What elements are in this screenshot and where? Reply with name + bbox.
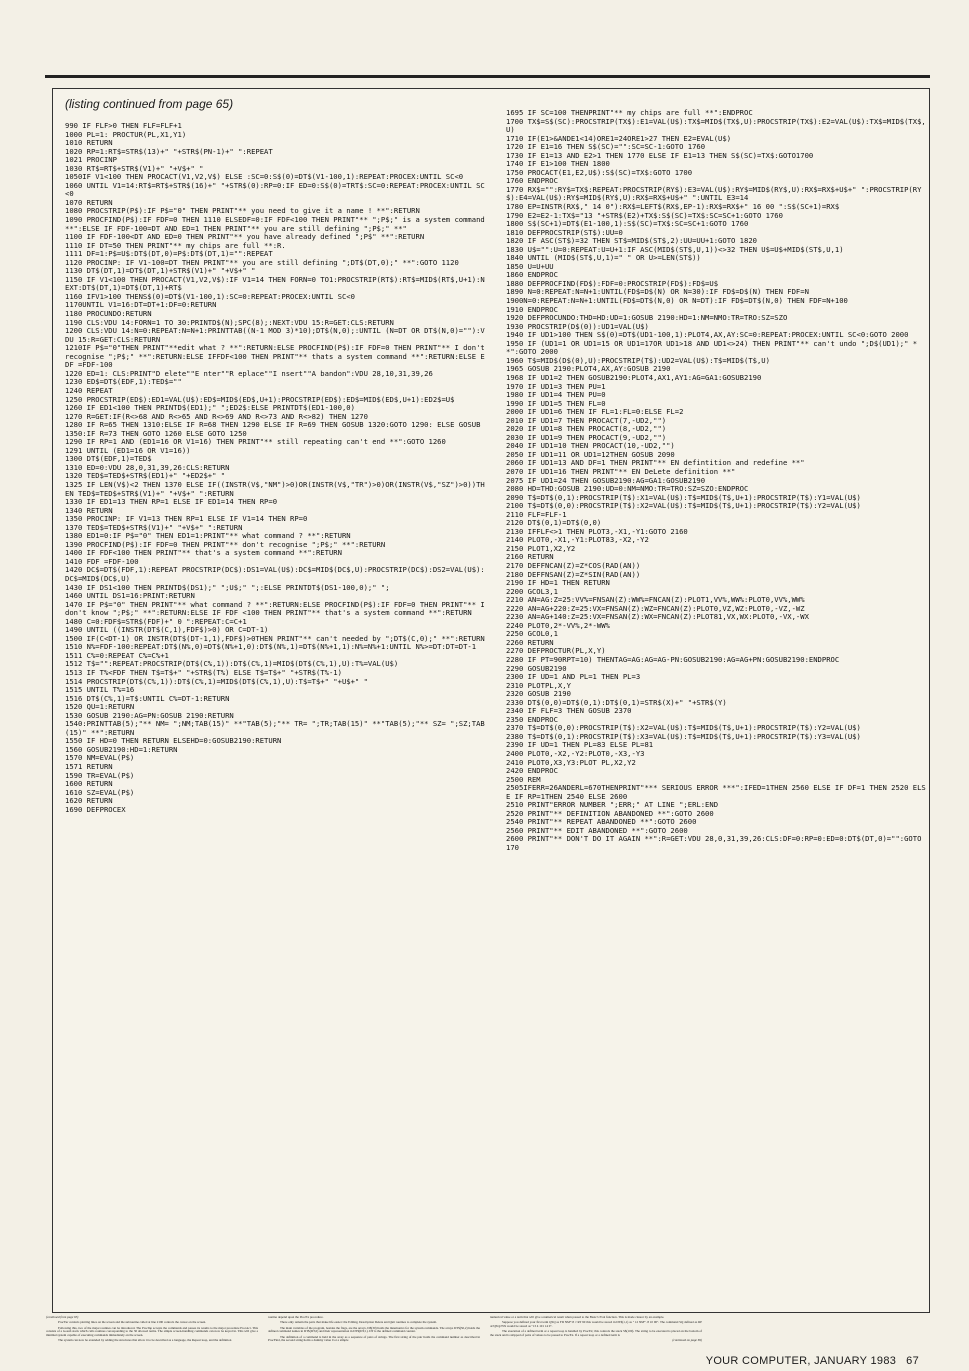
code-line: 2010 IF UD1=7 THEN PROCACT(7,-UD2,"") xyxy=(506,415,667,425)
code-line: 2070 IF UD1=16 THEN PRINT"** EN DeLete definition **" xyxy=(506,466,736,476)
code-line: 2350 ENDPROC xyxy=(506,714,558,724)
code-line: 2600 PRINT"** DON'T DO IT AGAIN **":R=GET:VDU 28,0,31,39,26:CLS:DF=0:RP=0:ED=0:DT$(DT,0)="":GOTO 170 xyxy=(506,834,926,853)
code-line: 2200 GCOL3,1 xyxy=(506,586,558,596)
code-line: 1130 DT$(DT,1)=DT$(DT,1)+STR$(V1)+" "+V$+" " xyxy=(65,266,256,276)
article-paragraph: Suppose you defined your first term QSQ as FD NM*.8 // RT 90 this would be stored in DT$(1,1) as " 12 NM* .8 10 90". The command SQ defined as RP 4//QSQ//NX would be stored as "13 4 101 14 0". xyxy=(490,1320,702,1328)
article-column-1 xyxy=(46,1316,258,1344)
code-line: 1210IF P$="0"THEN PRINT"**edit what ? **":RETURN:ELSE PROCFIND(P$):IF FDF=0 THEN PRINT"** I don't recognise ";P$;" **":RETURN:ELSE IFFDF<100 THEN PRINT"** thats a system command **":RETURN:ELSE EDF =FDF-100 xyxy=(65,343,490,370)
code-line: 1513 IF T%<FDF THEN T$=T$+" "+STR$(T%) ELSE T$=T$+" "+STR$(T%-1) xyxy=(65,668,342,677)
code-line: 1111 DF=1:P$=U$:DT$(DT,0)=P$:DT$(DT,1)="":REPEAT xyxy=(65,249,273,259)
code-line: 1790 E2=E2-1:TX$="13 "+STR$(E2)+TX$:S$(SC)=TX$:SC=SC+1:GOTO 1760 xyxy=(506,210,783,220)
code-line: 1930 PROCSTRIP(D$(0)):UD1=VAL(U$) xyxy=(506,321,649,331)
code-line: 1180 PROCUNDO:RETURN xyxy=(65,309,152,319)
code-line: 1500 IF(C<DT-1) OR INSTR(DT$(DT-1,1),FDF$)>0THEN PRINT"** can't needed by ";DT$(C,0);" **":RETURN xyxy=(65,633,485,643)
code-line: 2170 DEFFNCAN(Z)=Z*COS(RAD(AN)) xyxy=(506,560,641,570)
code-line: 1170UNTIL V1=16:DT=DT+1:DF=0:RETURN xyxy=(65,300,217,310)
code-line: 1830 U$="":U=0:REPEAT:U=U+1:IF ASC(MID$(ST$,U,1))<>32 THEN U$=U$+MID$(ST$,U,1) xyxy=(506,244,844,254)
code-line: 1470 IF P$="0" THEN PRINT"** what command ? **":RETURN:ELSE PROCFIND(P$):IF FDF=0 THEN PRINT"** I don't know ";P$;" **":RETURN:ELSE IF FDF <100 THEN PRINT"** that's a system command **":RETURN xyxy=(65,599,490,618)
code-line: 1560 GOSUB2190:HD=1:RETURN xyxy=(65,744,178,754)
code-line: 2540 PRINT"** REPEAT ABANDONED **":GOTO 2600 xyxy=(506,817,697,827)
code-line: 1030 RT$=RT$+STR$(V1)+" "+V$+" " xyxy=(65,163,204,173)
code-line: 1900N=0:REPEAT:N=N+1:UNTIL(FD$=DT$(N,0) OR N=DT):IF FD$=DT$(N,0) THEN FDF=N+100 xyxy=(506,296,848,306)
code-line: 1390 PROCFIND(P$):IF FDF=0 THEN PRINT"** don't recognise ";P$;" **":RETURN xyxy=(65,539,386,549)
code-line: 1620 RETURN xyxy=(65,796,113,806)
article-column-3 xyxy=(490,1316,702,1344)
program-listing xyxy=(52,88,930,1313)
code-line: 1920 DEFPROCUNDO:THD=HD:UD=1:GOSUB 2190:HD=1:NM=NMO:TR=TRO:SZ=SZO xyxy=(506,313,788,323)
code-line: 2500 REM xyxy=(506,774,541,784)
code-line: 2120 DT$(0,1)=DT$(0,0) xyxy=(506,518,602,528)
code-line: 1965 GOSUB 2190:PLOT4,AX,AY:GOSUB 2190 xyxy=(506,364,671,374)
code-line: 1890 N=0:REPEAT:N=N+1:UNTIL(FD$=D$(N) OR N=30):IF FD$=D$(N) THEN FDF=N xyxy=(506,287,809,297)
article-paragraph: The system can now be extended by adding the structures that allow it to be described as a language, the Repeat loop, and the definition xyxy=(58,1338,232,1343)
code-line: 1340 RETURN xyxy=(65,505,113,515)
code-line: 2020 IF UD1=8 THEN PROCACT(8,-UD2,"") xyxy=(506,424,667,434)
code-line: 1000 PL=1: PROCTUR(PL,X1,Y1) xyxy=(65,129,187,139)
article-paragraph: ProcTur controls plotting lines on the screen and the subroutine called at line 2190 controls the cursor on the screen. xyxy=(58,1320,207,1325)
code-line: 2220 AN=AG+220:Z=25:VX=FNSAN(Z):WZ=FNCAN(Z):PLOT0,VZ,WZ:PLOT0,-VZ,-WZ xyxy=(506,603,805,613)
code-line: 1512 T$="":REPEAT:PROCSTRIP(DT$(C%,1)):DT$(C%,1)=MID$(DT$(C%,1),U):T%=VAL(U$) xyxy=(65,659,399,669)
code-line: 1370 TED$=TED$+STR$(V1)+" "+V$+" ":RETURN xyxy=(65,522,243,532)
code-line: 1070 RETURN xyxy=(65,197,113,207)
code-line: 1570 NM=EVAL(P$) xyxy=(65,753,135,763)
code-line: 1780 EP=INSTR(RX$," 14 0"):RX$=LEFT$(RX$,EP-1):RX$=RX$+" 16 00 ":S$(SC+1)=RX$ xyxy=(506,202,840,212)
code-line: 2075 IF UD1=24 THEN GOSUB2190:AG=GA1:GOSUB2190 xyxy=(506,475,706,485)
code-line: 1110 IF DT=50 THEN PRINT"** my chips are full **:R. xyxy=(65,240,286,250)
code-line: 2390 IF UD=1 THEN PL=83 ELSE PL=81 xyxy=(506,740,654,750)
code-line: 1530 GOSUB 2190:AG=PN:GOSUB 2190:RETURN xyxy=(65,710,234,720)
article-paragraph: Following this, two of the major routines can be introduced. The ProcInp accepts the commands and passes its results to the major procedure ProcAct. This consists of a Gosub stack which calls routines corresponding to the 30 allowed terms. The simple screen-handling commands can now be keyed in. This will give a minimal system capable of executing commands immediately on the screen. xyxy=(46,1325,258,1337)
code-line: 1330 IF ED1=13 THEN RP=1 ELSE IF ED1=14 THEN RP=0 xyxy=(65,497,278,507)
code-line: 1600 RETURN xyxy=(65,779,113,789)
code-line: 1490 UNTIL ((INSTR(DT$(C,1),FDF$)>0) OR C=DT-1) xyxy=(65,625,269,635)
code-line: 1516 DT$(C%,1)=T$:UNTIL C%=DT-1:RETURN xyxy=(65,693,230,703)
code-line: 1820 IF ASC(ST$)=32 THEN ST$=MID$(ST$,2):UU=UU+1:GOTO 1820 xyxy=(506,236,757,246)
code-line: 1590 TR=EVAL(P$) xyxy=(65,770,135,780)
code-line: 1740 IF E1>100 THEN 1800 xyxy=(506,159,610,169)
code-line: 1270 R=GET:IF(R<>68 AND R<>65 AND R<>69 AND R<>73 AND R<>82) THEN 1270 xyxy=(65,411,368,421)
code-line: 1770 RX$="":RY$=TX$:REPEAT:PROCSTRIP(RY$):E3=VAL(U$):RY$=MID$(RY$,U):RX$=RX$+U$+" ":PROCSTRIP(RY$):E4=VAL(U$):RY$=MID$(RY$,U):RX$=RX$+U$+" ":UNTIL E3=14 xyxy=(506,184,922,203)
code-line: 1090 PROCFIND(P$):IF FDF=0 THEN 1110 ELSEDF=0:IF FDF<100 THEN PRINT"** ";P$;" is a system command **":ELSE IF FDF-100=DT AND ED=1 THEN PRINT"** you are still defining ";P$;" **" xyxy=(65,215,490,233)
code-line: 1950 IF (UD1=1 OR UD1=15 OR UD1=17OR UD1>18 AND UD1<>24) THEN PRINT"** can't undo ";D$(UD1);" **":GOTO 2000 xyxy=(506,338,918,357)
article-paragraph: The main variables of the program, besides the flags, are the arrays. D$(30) holds the mnemonics for the system commands. The arrays DT$(50,2) holds the defined command names in DT$(DT,0) and their representation in DT$(DT,1). DT is the defined command counter. xyxy=(268,1325,480,1334)
code-line: 1850 U=U+UU xyxy=(506,261,554,271)
code-line: 1240 REPEAT xyxy=(65,385,113,395)
code-line: 1695 IF SC=100 THENPRINT"** my chips are full **":ENDPROC xyxy=(506,108,753,117)
code-line: 1690 DEFPROCEX xyxy=(65,804,126,814)
article-paragraph: routine depend upon the ProcEx procedure. xyxy=(268,1315,324,1319)
code-line: 1571 RETURN xyxy=(65,762,113,772)
code-line: 1968 IF UD1=2 THEN GOSUB2190:PLOT4,AX1,AY1:AG=GA1:GOSUB2190 xyxy=(506,372,762,382)
code-line: 1400 IF FDF<100 THEN PRINT"** that's a system command **":RETURN xyxy=(65,548,342,558)
code-line: 1510 N%=FDF-100:REPEAT:DT$(N%,0)=DT$(N%+1,0):DT$(N%,1)=DT$(N%+1,1):N%=N%+1:UNTIL N%>=DT:DT=DT-1 xyxy=(65,642,477,652)
code-line: 1540:PRINTTAB(5);"** NM= ";NM;TAB(15)" **"TAB(5);"** TR= ";TR;TAB(15)" **"TAB(5);"** SZ= ";SZ;TAB(15)" **":RETURN xyxy=(65,719,485,737)
code-line: 1230 ED$=DT$(EDF,1):TED$="" xyxy=(65,377,182,387)
code-line: 1460 UNTIL DS1=16:PRINT:RETURN xyxy=(65,591,195,601)
code-line: 2090 T$=DT$(0,1):PROCSTRIP(T$):X1=VAL(U$):T$=MID$(T$,U+1):PROCSTRIP(T$):Y1=VAL(U$) xyxy=(506,492,861,502)
code-line: 2410 PLOT0,X3,Y3:PLOT PL,X2,Y2 xyxy=(506,757,636,767)
code-line: 1700 TX$=S$(SC):PROCSTRIP(TX$):E1=VAL(U$):TX$=MID$(TX$,U):PROCSTRIP(TX$):E2=VAL(U$):TX$=MID$(TX$,U) xyxy=(506,116,926,135)
code-line: 2030 IF UD1=9 THEN PROCACT(9,-UD2,"") xyxy=(506,432,667,442)
code-line: 2300 IF UD=1 AND PL=1 THEN PL=3 xyxy=(506,672,641,682)
code-line: 1710 IF(E1>&ANDE1<14)ORE1=24ORE1>27 THEN E2=EVAL(U$) xyxy=(506,133,732,143)
code-line: 990 IF FLF>0 THEN FLF=FLF+1 xyxy=(65,121,182,130)
code-line: 1260 IF ED1<100 THEN PRINTD$(ED1);" ";ED2$:ELSE PRINTDT$(ED1-100,0) xyxy=(65,403,355,413)
code-line: 1520 QU=1:RETURN xyxy=(65,702,135,712)
code-line: 2510 PRINT"ERROR NUMBER ";ERR;" AT LINE ";ERL:END xyxy=(506,800,719,810)
code-line: 2290 GOSUB2190 xyxy=(506,663,567,673)
code-line: 1514 PROCSTRIP(DT$(C%,1)):DT$(C%,1)=MID$(DT$(C%,1),U):T$=T$+" "+U$+" " xyxy=(65,676,368,686)
code-line: 1720 IF E1=16 THEN S$(SC)="":SC=SC-1:GOTO 1760 xyxy=(506,142,706,152)
code-line: 1970 IF UD1=3 THEN PU=1 xyxy=(506,381,606,391)
code-line: 1120 PROCINP: IF V1-100=DT THEN PRINT"** you are still defining ";DT$(DT,0);" **":GOTO 1120 xyxy=(65,257,459,267)
publication-name: YOUR COMPUTER, JANUARY 1983 xyxy=(705,1355,897,1367)
code-line: 2050 IF UD1=11 OR UD1=12THEN GOSUB 2090 xyxy=(506,449,675,459)
code-line: 1190 CLS:VDU 14:FORN=1 TO 30:PRINTD$(N);SPC(8);:NEXT:VDU 15:R=GET:CLS:RETURN xyxy=(65,317,394,327)
code-line: 1910 ENDPROC xyxy=(506,304,558,314)
code-line: 2505IFERR=26ANDERL=670THENPRINT"*** SERIOUS ERROR ***":IFED=1THEN 2560 ELSE IF DF=1 THEN 2520 ELSE IF RP=1THEN 2540 ELSE 2600 xyxy=(506,783,926,801)
code-line: 1860 ENDPROC xyxy=(506,270,558,280)
code-line: 2370 T$=DT$(0,0):PROCSTRIP(T$):X2=VAL(U$):T$=MID$(T$,U+1):PROCSTRIP(T$):Y2=VAL(U$) xyxy=(506,723,861,733)
code-line: 1050IF V1<100 THEN PROCACT(V1,V2,V$) ELSE :SC=0:S$(0)=DT$(V1-100,1):REPEAT:PROCEX:UNTIL SC<0 xyxy=(65,172,464,182)
code-line: 1810 DEFPROCSTRIP(ST$):UU=0 xyxy=(506,227,623,237)
continued-from-note: (continued from page 65) xyxy=(46,1315,79,1319)
code-line: 2000 IF UD1=6 THEN IF FL=1:FL=0:ELSE FL=2 xyxy=(506,407,684,417)
code-line: 2310 PLOTPL,X,Y xyxy=(506,680,571,690)
code-line: 2180 DEFFNSAN(Z)=Z*SIN(RAD(AN)) xyxy=(506,569,641,579)
code-line: 1100 IF FDF-100<DT AND ED=0 THEN PRINT"** you have already defined ";P$" **":RETURN xyxy=(65,232,425,242)
code-line: 2190 IF HD=1 THEN RETURN xyxy=(506,578,610,588)
code-line: 2100 T$=DT$(0,0):PROCSTRIP(T$):X2=VAL(U$):T$=MID$(T$,U+1):PROCSTRIP(T$):Y2=VAL(U$) xyxy=(506,501,861,511)
code-line: 1960 T$=MID$(D$(0),U):PROCSTRIP(T$):UD2=VAL(U$):T$=MID$(T$,U) xyxy=(506,355,770,365)
code-line: 1020 RP=1:RT$=STR$(13)+" "+STR$(PN-1)+" ":REPEAT xyxy=(65,146,273,156)
listing-header: (listing continued from page 65) xyxy=(65,97,234,111)
code-line: 1730 IF E1=13 AND E2>1 THEN 1770 ELSE IF E1=13 THEN S$(SC)=TX$:GOTO1700 xyxy=(506,150,814,160)
code-line: 2260 RETURN xyxy=(506,637,554,647)
code-line: 2520 PRINT"** DEFINITION ABANDONED **":GOTO 2600 xyxy=(506,808,714,818)
code-line: 1840 UNTIL (MID$(ST$,U,1)=" " OR U>=LEN(ST$)) xyxy=(506,253,701,263)
code-line: 1800 S$(SC+1)=DT$(E1-100,1):S$(SC)=TX$:SC=SC+1:GOTO 1760 xyxy=(506,219,749,229)
code-line: 1980 IF UD1=4 THEN PU=0 xyxy=(506,390,606,400)
code-line: 2110 FLF=FLF-1 xyxy=(506,509,567,519)
article-paragraph: The execution of a defined term or a repeat loop is handled by ProcEx; this controls the stack S$(100). The string to be executed is placed on the bottom of the stack and is stripped of pairs of values to be passed to ProcEx. If a repeat loop or a defined term is xyxy=(490,1329,702,1337)
continued-on-note: (continued on page 69) xyxy=(672,1338,702,1343)
code-line: 2340 IF FLF=3 THEN GOSUB 2370 xyxy=(506,706,632,716)
code-line: 1291 UNTIL (ED1=16 OR V1=16)) xyxy=(65,445,191,455)
code-line: 1280 IF R=65 THEN 1310:ELSE IF R=68 THEN 1290 ELSE IF R=69 THEN GOSUB 1320:GOTO 1290: ELSE GOSUB 1350:IF R=73 THEN GOTO 1260 ELSE GOTO 1250 xyxy=(65,420,485,438)
code-line: 1940 IF UD1>100 THEN S$(0)=DT$(UD1-100,1):PLOT4,AX,AY:SC=0:REPEAT:PROCEX:UNTIL SC<0:GOTO 2000 xyxy=(506,330,909,340)
code-line: 1060 UNTIL V1=14:RT$=RT$+STR$(16)+" "+STR$(0):RP=0:IF ED=0:S$(0)=TRT$:SC=0:REPEAT:PROCEX:UNTIL SC<0 xyxy=(65,180,485,199)
code-line: 1610 SZ=EVAL(P$) xyxy=(65,787,135,797)
code-line: 2400 PLOT0,-X2,-Y2:PLOT0,-X3,-Y3 xyxy=(506,749,645,759)
code-line: 2330 DT$(0,0)=DT$(0,1):DT$(0,1)=STR$(X)+" "+STR$(Y) xyxy=(506,697,727,707)
code-line: 2250 GCOL0,1 xyxy=(506,629,558,639)
code-line: 2210 AN=AG:Z=25:VV%=FNSAN(Z):WW%=FNCAN(Z):PLOT1,VV%,WW%:PLOT0,VV%,WW% xyxy=(506,595,805,605)
top-rule xyxy=(45,75,930,78)
code-line: 2060 IF UD1=13 AND DF=1 THEN PRINT"** EN defintition and redefine **" xyxy=(506,458,805,468)
code-line: 2040 IF UD1=10 THEN PROCACT(10,-UD2,"") xyxy=(506,441,675,451)
code-line: 2130 IFFLF<>1 THEN PLOT3,-X1,-Y1:GOTO 2160 xyxy=(506,526,688,536)
code-line: 2080 HD=THD:GOSUB 2190:UD=0:NM=NMO:TR=TRO:SZ=SZO:ENDPROC xyxy=(506,484,749,494)
listing-right-column xyxy=(506,109,926,853)
code-line: 2270 DEFPROCTUR(PL,X,Y) xyxy=(506,646,606,656)
code-line: 1880 DEFPROCFIND(FD$):FDF=0:PROCSTRIP(FD$):FD$=U$ xyxy=(506,278,719,288)
code-line: 2420 ENDPROC xyxy=(506,766,558,776)
code-line: 1160 IFV1>100 THENS$(0)=DT$(V1-100,1):SC=0:REPEAT:PROCEX:UNTIL SC<0 xyxy=(65,291,355,301)
code-line: 1550 IF HD=0 THEN RETURN ELSEHD=0:GOSUB2190:RETURN xyxy=(65,736,282,746)
code-line: 1380 ED1=0:IF P$="0" THEN ED1=1:PRINT"** what command ? **":RETURN xyxy=(65,531,351,541)
code-line: 1480 C=0:FDF$=STR$(FDF)+" 0 ":REPEAT:C=C+1 xyxy=(65,616,247,626)
code-line: 2560 PRINT"** EDIT ABANDONED **":GOTO 2600 xyxy=(506,825,688,835)
code-line: 2150 PLOT1,X2,Y2 xyxy=(506,543,576,553)
code-line: 1320 TED$=TED$+STR$(ED1)+" "+ED2$+" " xyxy=(65,471,226,481)
code-line: 2160 RETURN xyxy=(506,552,554,562)
code-line: 2380 T$=DT$(0,1):PROCSTRIP(T$):X3=VAL(U$):T$=MID$(T$,U+1):PROCSTRIP(T$):Y3=VAL(U$) xyxy=(506,731,861,741)
article-paragraph: numerical value or a term that will give a numerical result when passed to the Basic's Eval function. This is made clearer by an example. xyxy=(490,1315,665,1319)
code-line: 1511 C%=0:REPEAT C%=C%+1 xyxy=(65,650,169,660)
code-line: 1350 PROCINP: IF V1=13 THEN RP=1 ELSE IF V1=14 THEN RP=0 xyxy=(65,514,308,524)
code-line: 1300 DT$(EDF,1)=TED$ xyxy=(65,454,152,464)
code-line: 1990 IF UD1=5 THEN FL=0 xyxy=(506,398,606,408)
code-line: 1750 PROCACT(E1,E2,U$):S$(SC)=TX$:GOTO 1700 xyxy=(506,167,693,177)
code-line: 1420 DC$=DT$(FDF,1):REPEAT PROCSTRIP(DC$):DS1=VAL(U$):DC$=MID$(DC$,U):PROCSTRIP(DC$):DS2=VAL(U$):DC$=MID$(DC$,U) xyxy=(65,565,485,583)
code-line: 1430 IF DS1<100 THEN PRINTD$(DS1);" ";U$;" ";:ELSE PRINTDT$(DS1-100,0);" "; xyxy=(65,582,390,592)
code-line: 1290 IF RP=1 AND (ED1=16 OR V1=16) THEN PRINT"** still repeating can't end **":GOTO 1260 xyxy=(65,437,446,447)
code-line: 1515 UNTIL T%=16 xyxy=(65,685,135,695)
code-line: 1220 ED=1: CLS:PRINT"D elete""E nter""R eplace""I nsert""A bandon":VDU 28,10,31,39,26 xyxy=(65,368,433,378)
listing-left-column xyxy=(65,121,490,814)
code-line: 2230 AN=AG+140:Z=25:VX=FNSAN(Z):WX=FNCAN(Z):PLOT81,VX,WX:PLOT0,-VX,-WX xyxy=(506,612,809,622)
code-line: 2240 PLOT0,2*-VV%,2*-WW% xyxy=(506,620,610,630)
code-line: 1150 IF V1<100 THEN PROCACT(V1,V2,V$):IF V1=14 THEN FORN=0 TO1:PROCSTRIP(RT$):RT$=MID$(RT$,U+1):NEXT:DT$(DT,1)=DT$(DT,1)+RT$ xyxy=(65,274,485,293)
code-line: 1410 FDF =FDF-100 xyxy=(65,556,139,566)
code-line: 1760 ENDPROC xyxy=(506,176,558,186)
code-line: 1010 RETURN xyxy=(65,138,113,148)
code-line: 2140 PLOT0,-X1,-Y1:PLOT83,-X2,-Y2 xyxy=(506,535,649,545)
code-line: 2280 IF PT=90RPT=10) THENTAG=AG:AG=AG-PN:GOSUB2190:AG=AG+PN:GOSUB2190:ENDPROC xyxy=(506,655,840,664)
code-line: 1310 ED=0:VDU 28,0,31,39,26:CLS:RETURN xyxy=(65,462,230,472)
page-number: 67 xyxy=(906,1355,919,1367)
code-line: 1200 CLS:VDU 14:N=0:REPEAT:N=N+1:PRINTTAB((N-1 MOD 3)*10);DT$(N,0);:UNTIL (N=DT OR DT$(N,0)=""):VDU 15:R=GET:CLS:RETURN xyxy=(65,326,485,344)
code-line: 1080 PROCSTRIP(P$):IF P$="0" THEN PRINT"** you need to give it a name ! **":RETURN xyxy=(65,206,420,216)
code-line: 1021 PROCINP xyxy=(65,155,117,165)
article-paragraph: There only remain the parts that make life easier: the Editing, Description Delete and Quit routines to complete the system. xyxy=(280,1320,437,1325)
page-footer xyxy=(706,1355,919,1367)
article-paragraph: The definition of a command is held in the array as a sequence of pairs of strings. The first string of the pair holds the command number as described in ProcFind, the second string holds a dummy value 0 or a simple xyxy=(268,1334,480,1343)
code-line: 1250 PROCSTRIP(ED$):ED1=VAL(U$):ED$=MID$(ED$,U+1):PROCSTRIP(ED$):ED$=MID$(ED$,U+1):ED2$=U$ xyxy=(65,394,455,404)
article-column-2 xyxy=(268,1316,480,1344)
code-line: 1325 IF LEN(V$)<2 THEN 1370 ELSE IF((INSTR(V$,"NM")>0)OR(INSTR(V$,"TR")>0)OR(INSTR(V$,"SZ")>0))THEN TED$=TED$+STR$(V1)+" "+V$+" ":RETURN xyxy=(65,479,485,498)
code-line: 2320 GOSUB 2190 xyxy=(506,689,571,699)
